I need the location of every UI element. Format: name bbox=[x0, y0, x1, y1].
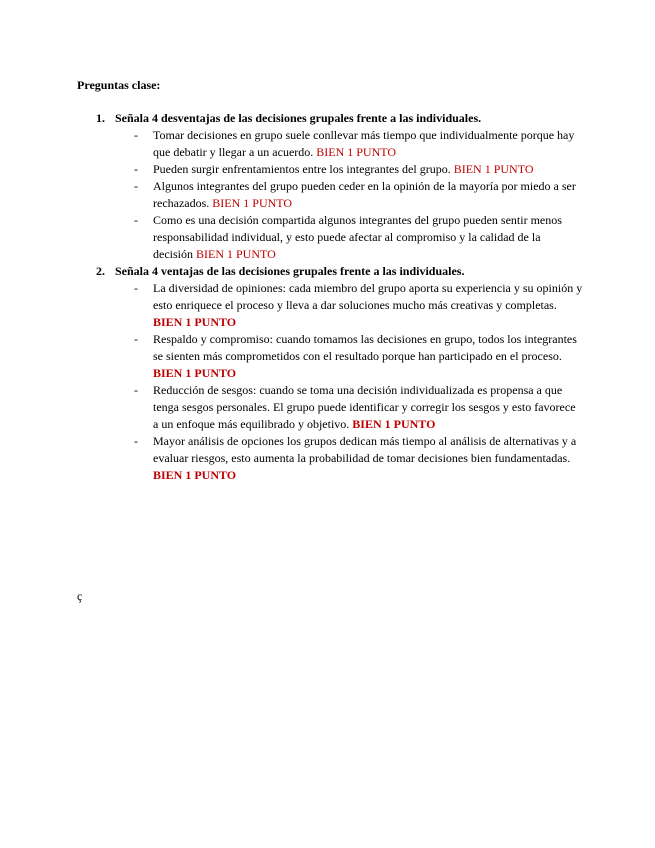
grade-mark: BIEN 1 PUNTO bbox=[196, 247, 276, 261]
grade-mark: BIEN 1 PUNTO bbox=[153, 366, 237, 380]
bullet-dash: - bbox=[134, 281, 138, 295]
section-heading bbox=[77, 110, 587, 127]
answer-list bbox=[77, 127, 583, 263]
list-item bbox=[77, 433, 583, 484]
list-item bbox=[77, 161, 583, 178]
list-item bbox=[77, 331, 583, 382]
answer-text: Tomar decisiones en grupo suele conllevar más tiempo que individualmente porque hay que debatir y llegar a un acuerdo. bbox=[153, 128, 575, 159]
list-item bbox=[77, 212, 583, 263]
answer-list bbox=[77, 280, 583, 484]
answer-text: Como es una decisión compartida algunos integrantes del grupo pueden sentir menos responsabilidad individual, y esto puede afectar al compromiso y la calidad de la decisión bbox=[153, 213, 562, 261]
document-title: Preguntas clase: bbox=[77, 78, 161, 92]
section-disadvantages bbox=[77, 110, 587, 261]
bullet-dash: - bbox=[134, 332, 138, 346]
list-item bbox=[77, 127, 583, 161]
bullet-dash: - bbox=[134, 179, 138, 193]
answer-text: Algunos integrantes del grupo pueden ceder en la opinión de la mayoría por miedo a ser rechazados. bbox=[153, 179, 576, 210]
grade-mark: BIEN 1 PUNTO bbox=[153, 315, 237, 329]
section-number: 2. bbox=[96, 264, 105, 278]
list-item bbox=[77, 280, 583, 331]
answer-text: Pueden surgir enfrentamientos entre los integrantes del grupo. bbox=[153, 162, 451, 176]
grade-mark: BIEN 1 PUNTO bbox=[352, 417, 436, 431]
bullet-dash: - bbox=[134, 383, 138, 397]
grade-mark: BIEN 1 PUNTO bbox=[316, 145, 397, 159]
answer-text: Reducción de sesgos: cuando se toma una decisión individualizada es propensa a que tenga sesgos personales. El grupo puede identificar y corregir los sesgos y esto favorece a un enfoque más equilibrado y objetivo. bbox=[153, 383, 576, 431]
bullet-dash: - bbox=[134, 162, 138, 176]
answer-text: Mayor análisis de opciones los grupos dedican más tiempo al análisis de alternativas y a evaluar riesgos, esto aumenta la probabilidad de tomar decisiones bien fundamentadas. bbox=[153, 434, 577, 465]
grade-mark: BIEN 1 PUNTO bbox=[212, 196, 293, 210]
grade-mark: BIEN 1 PUNTO bbox=[153, 468, 237, 482]
section-heading-text: Señala 4 ventajas de las decisiones grupales frente a las individuales. bbox=[115, 264, 465, 278]
answer-text: Respaldo y compromiso: cuando tomamos las decisiones en grupo, todos los integrantes se sienten más comprometidos con el resultado porque han participado en el proceso. bbox=[153, 332, 577, 363]
list-item bbox=[77, 382, 583, 433]
bullet-dash: - bbox=[134, 213, 138, 227]
section-advantages bbox=[77, 263, 587, 482]
bullet-dash: - bbox=[134, 128, 138, 142]
section-number: 1. bbox=[96, 111, 105, 125]
section-heading bbox=[77, 263, 587, 280]
answer-text: La diversidad de opiniones: cada miembro del grupo aporta su experiencia y su opinión y esto enriquece el proceso y lleva a dar soluciones mucho más creativas y completas. bbox=[153, 281, 583, 312]
bullet-dash: - bbox=[134, 434, 138, 448]
section-heading-text: Señala 4 desventajas de las decisiones grupales frente a las individuales. bbox=[115, 111, 482, 125]
stray-character: ç bbox=[77, 589, 83, 603]
grade-mark: BIEN 1 PUNTO bbox=[453, 162, 534, 176]
list-item bbox=[77, 178, 583, 212]
